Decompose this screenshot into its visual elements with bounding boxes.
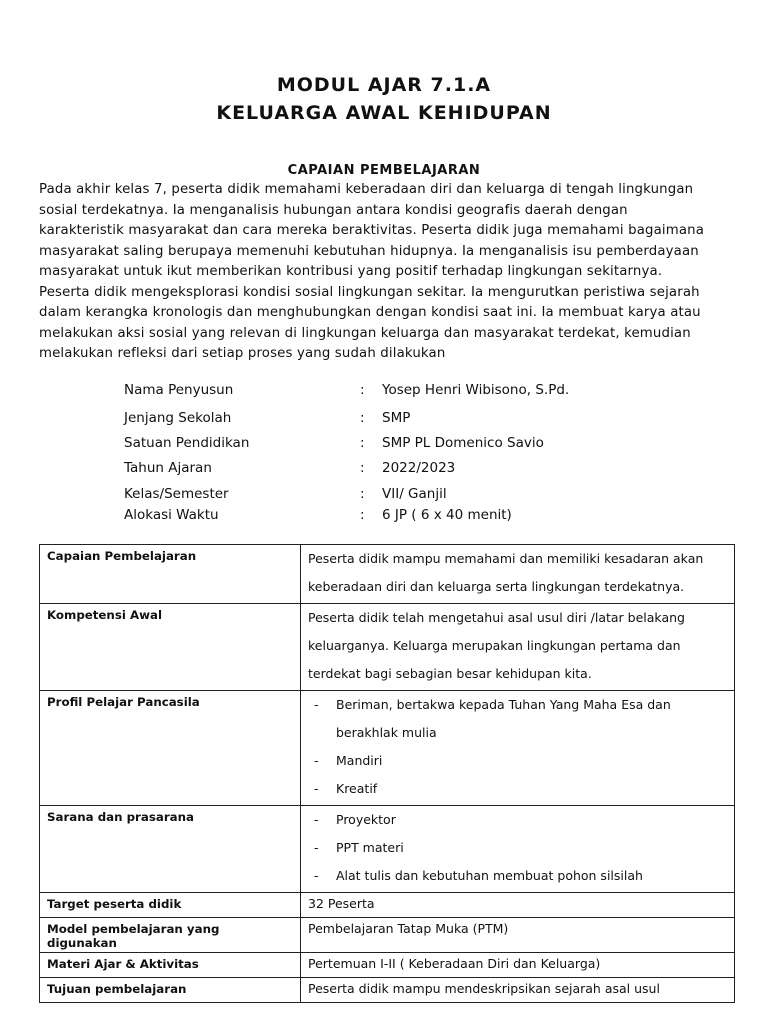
identity-key: Kelas/Semester [124, 486, 229, 502]
table-row [40, 918, 735, 953]
value-line: keberadaan diri dan keluarga serta lingkungan terdekatnya. [308, 579, 685, 594]
value-line: Peserta didik mampu memahami dan memiliki kesadaran akan [308, 551, 704, 566]
identity-key: Satuan Pendidikan [124, 435, 250, 451]
value-line: Peserta didik telah mengetahui asal usul diri /latar belakang [308, 610, 685, 625]
bullet-dash: - [314, 868, 319, 883]
paragraph-line: melakukan aksi sosial yang relevan di lingkungan keluarga dan masyarakat terdekat, kemudian [39, 325, 691, 341]
row-value [301, 806, 735, 893]
list-item-continuation [308, 719, 727, 747]
identity-value: 6 JP ( 6 x 40 menit) [382, 507, 512, 523]
table-row [40, 545, 735, 604]
module-info-table [39, 544, 735, 1003]
bullet-dash: - [314, 697, 319, 712]
bullet-dash: - [314, 840, 319, 855]
table-row [40, 604, 735, 691]
identity-colon: : [360, 460, 365, 476]
paragraph-line: dalam kerangka kronologis dan menghubungkan dengan kondisi saat ini. Ia membuat karya atau [39, 305, 701, 320]
bullet-dash: - [314, 753, 319, 768]
list-item-text: Beriman, bertakwa kepada Tuhan Yang Maha Esa dan [336, 697, 671, 712]
list-item-text: Proyektor [336, 812, 396, 827]
document-title: MODUL AJAR 7.1.A [276, 74, 492, 96]
list-item-text: Alat tulis dan kebutuhan membuat pohon silsilah [336, 868, 643, 883]
bullet-dash: - [314, 781, 319, 796]
capaian-paragraph [39, 180, 744, 365]
section-heading-capaian: CAPAIAN PEMBELAJARAN [287, 163, 481, 178]
table-row [40, 978, 735, 1003]
paragraph-line: masyarakat saling berupaya memenuhi kebutuhan hidupnya. Ia menganalisis isu pemberdayaan [39, 243, 699, 259]
table-row [40, 953, 735, 978]
row-value [301, 545, 735, 604]
row-label: Capaian Pembelajaran [40, 545, 301, 604]
list-item [308, 862, 727, 890]
paragraph-line: karakteristik masyarakat dan cara mereka beraktivitas. Peserta didik juga memahami bagaimana [39, 223, 705, 238]
identity-key: Alokasi Waktu [124, 507, 219, 523]
identity-colon: : [360, 507, 365, 523]
value-line: keluarganya. Keluarga merupakan lingkungan pertama dan [308, 638, 681, 653]
paragraph-line: masyarakat untuk ikut memberikan kontribusi yang positif terhadap lingkungan sekitarnya. [39, 264, 663, 279]
table-row [40, 691, 735, 806]
row-label: Tujuan pembelajaran [40, 978, 301, 1003]
identity-colon: : [360, 410, 365, 426]
identity-value: 2022/2023 [382, 460, 456, 476]
row-label: Profil Pelajar Pancasila [40, 691, 301, 806]
row-label: Sarana dan prasarana [40, 806, 301, 893]
list-item-text: berakhlak mulia [336, 725, 437, 740]
row-value [301, 604, 735, 691]
identity-key: Tahun Ajaran [124, 460, 212, 476]
identity-key: Jenjang Sekolah [124, 410, 232, 426]
row-value: Pembelajaran Tatap Muka (PTM) [301, 918, 735, 953]
row-label: Model pembelajaran yang digunakan [40, 918, 301, 953]
row-value: Peserta didik mampu mendeskripsikan sejarah asal usul [301, 978, 735, 1003]
value-line: terdekat bagi sebagian besar kehidupan kita. [308, 666, 592, 681]
identity-value: Yosep Henri Wibisono, S.Pd. [382, 382, 570, 398]
row-value [301, 691, 735, 806]
paragraph-line: sosial terdekatnya. Ia menganalisis hubungan antara kondisi geografis daerah dengan [39, 202, 628, 218]
identity-colon: : [360, 486, 365, 502]
identity-value: VII/ Ganjil [382, 486, 447, 502]
table-row [40, 893, 735, 918]
identity-key: Nama Penyusun [124, 382, 234, 398]
list-item [308, 747, 727, 775]
list-item-text: Kreatif [336, 781, 378, 796]
list-item [308, 834, 727, 862]
row-label: Materi Ajar & Aktivitas [40, 953, 301, 978]
paragraph-line: melakukan refleksi dari setiap proses yang sudah dilakukan [39, 346, 446, 361]
list-item [308, 775, 727, 803]
list-item [308, 806, 727, 834]
bullet-dash: - [314, 812, 319, 827]
identity-colon: : [360, 382, 365, 398]
list-item-text: PPT materi [336, 840, 404, 855]
paragraph-line: Peserta didik mengeksplorasi kondisi sosial lingkungan sekitar. Ia mengurutkan peristiwa sejarah [39, 284, 700, 300]
row-label: Target peserta didik [40, 893, 301, 918]
identity-colon: : [360, 435, 365, 451]
row-value: 32 Peserta [301, 893, 735, 918]
row-value: Pertemuan I-II ( Keberadaan Diri dan Keluarga) [301, 953, 735, 978]
table-row [40, 806, 735, 893]
identity-value: SMP PL Domenico Savio [382, 435, 544, 451]
row-label: Kompetensi Awal [40, 604, 301, 691]
paragraph-line: Pada akhir kelas 7, peserta didik memahami keberadaan diri dan keluarga di tengah lingkungan [39, 182, 694, 197]
list-item-text: Mandiri [336, 753, 383, 768]
list-item [308, 691, 727, 719]
identity-value: SMP [382, 410, 411, 426]
document-subtitle: KELUARGA AWAL KEHIDUPAN [216, 102, 552, 124]
